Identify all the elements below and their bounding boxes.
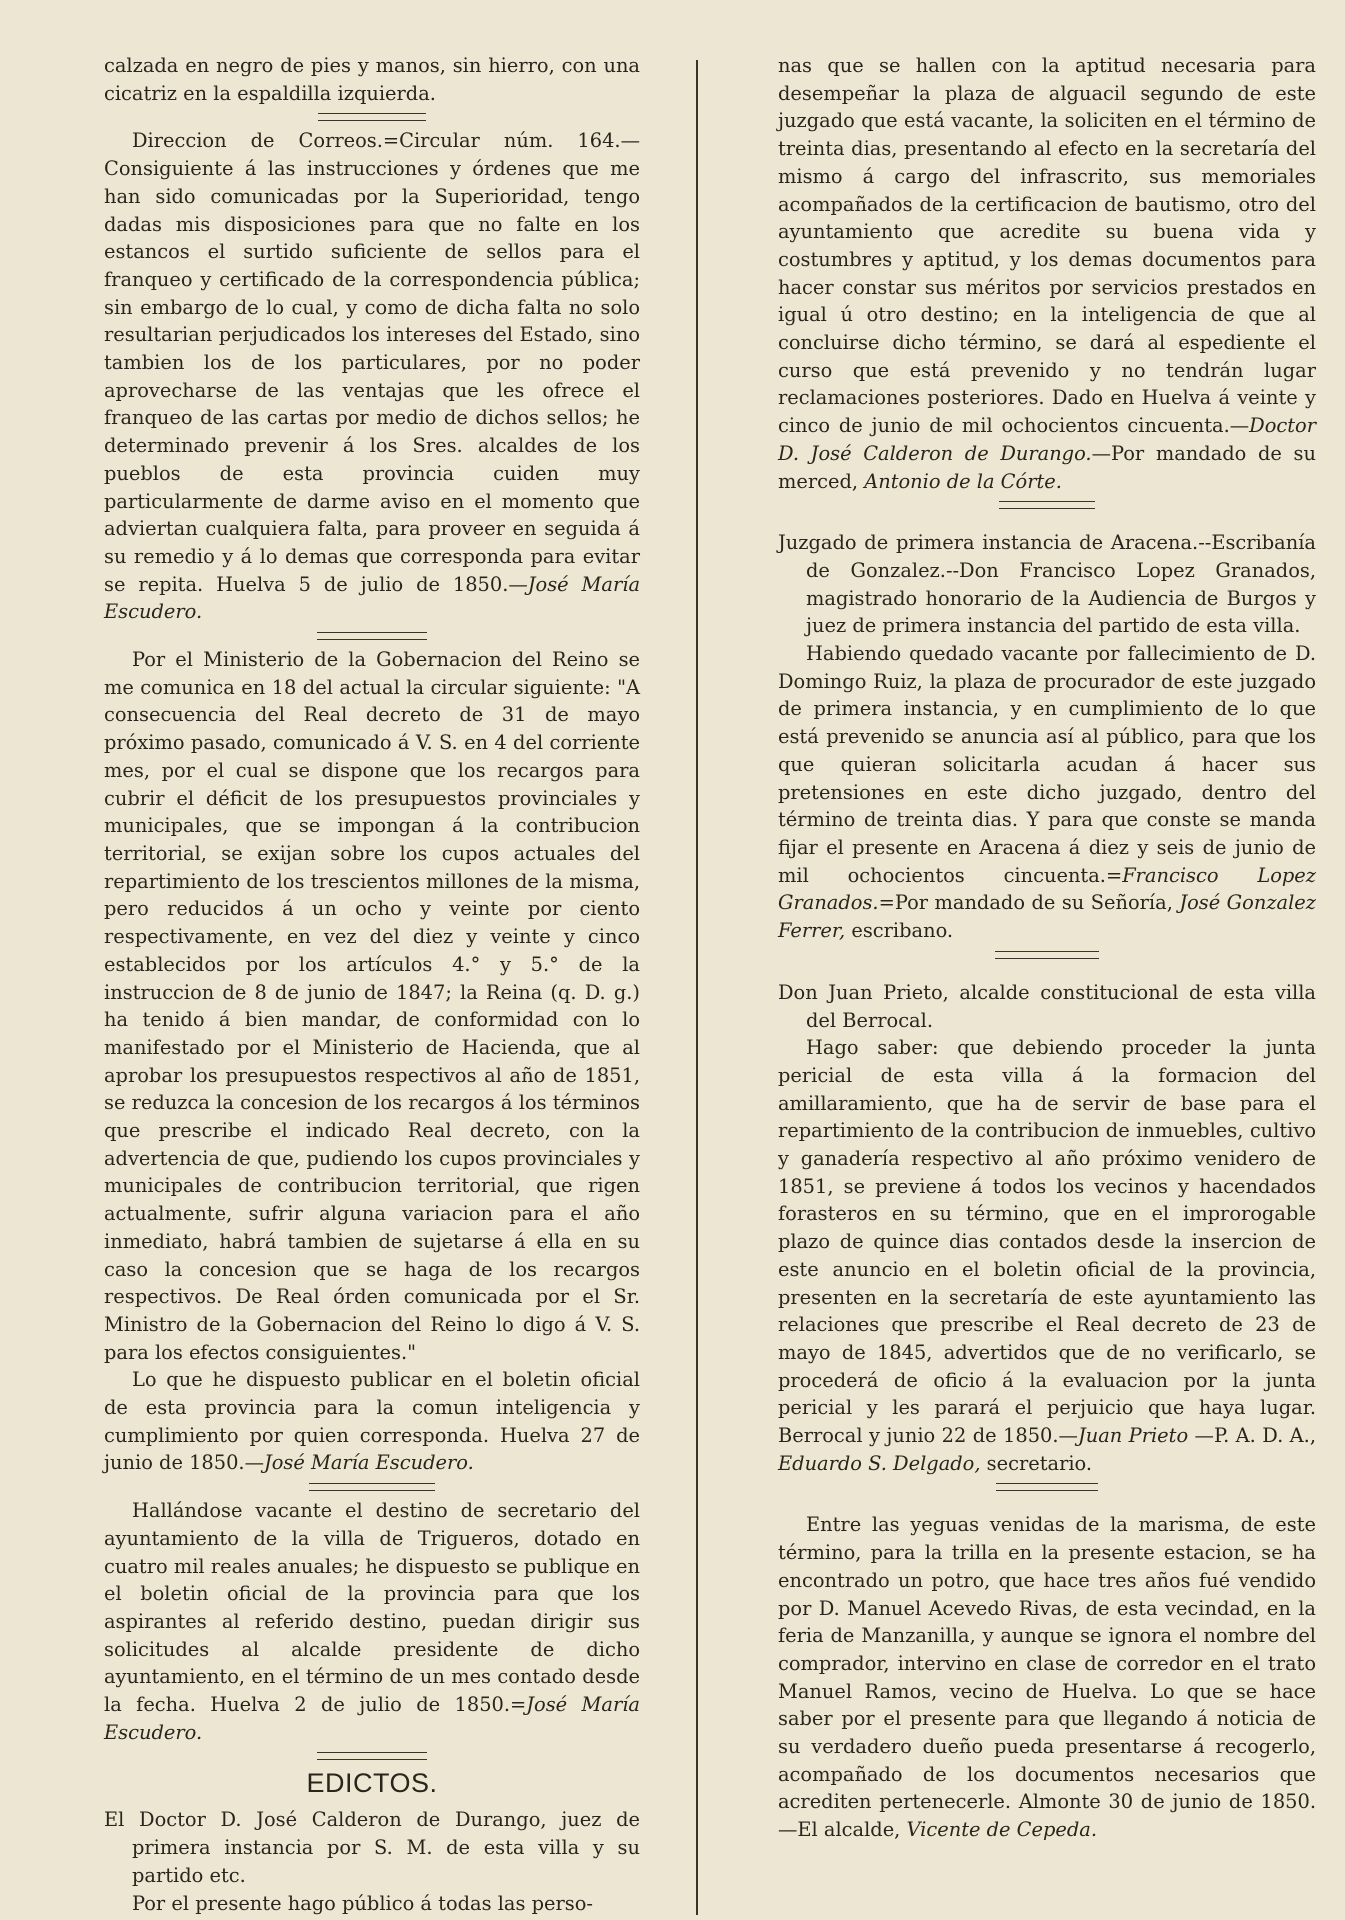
section-divider <box>995 951 1099 959</box>
edict-header: El Doctor D. José Calderon de Durango, juez de primera instancia por S. M. de esta villa y su partido etc. <box>104 1808 640 1887</box>
almonte-foal-notice <box>778 1511 1316 1843</box>
section-divider <box>317 632 427 640</box>
section-divider <box>996 1483 1098 1491</box>
alguacil-edict-clerk-signature: Antonio de la Córte. <box>864 469 1062 493</box>
berrocal-mayor-signature: Juan Prieto <box>1077 1424 1189 1448</box>
correos-circular-text: Direccion de Correos.=Circular núm. 164.—Consiguiente á las instrucciones y órdenes que me han sido comunicadas por la Superioridad, tengo dadas mis disposiciones para que no falte en los estancos el surtido suficiente de sellos para el franqueo y certificado de la correspondencia pública; sin embargo de lo cual, y como de dicha falta no solo resultarian perjudicados los intereses del Estado, sino tambien los de los particulares, por no poder aprovecharse de las ventajas que les ofrece el franqueo de las cartas por medio de dichos sellos; he determinado prevenir á los Sres. alcaldes de los pueblos de esta provincia cuiden muy particularmente de darme aviso en el momento que adviertan cualquiera falta, para proveer en seguida á su remedio y á lo demas que corresponda para evitar se repita. Huelva 5 de julio de 1850.— <box>104 129 640 596</box>
aracena-clerk-title: escribano. <box>845 919 954 943</box>
section-divider <box>317 1752 427 1760</box>
berrocal-notice <box>778 1034 1316 1477</box>
alguacil-edict <box>778 52 1316 495</box>
alguacil-edict-mandate: —Por mandado de su merced, <box>778 441 1316 493</box>
berrocal-notice-text: Hago saber: que debiendo proceder la junta pericial de esta villa á la formacion del amillaramiento, que ha de servir de base para el repartimiento de la contribucion de inmuebles, cultivo y ganadería respectivo al año próximo venidero de 1851, se previene á todos los vecinos y hacendados forasteros en su término, que en el improrogable plazo de quince dias contados desde la insercion de este anuncio en el boletin oficial de la provincia, presenten en la secretaría de este ayuntamiento las relaciones que prescribe el Real decreto de 23 de mayo de 1845, advertidos que de no verificarlo, se procederá de oficio á la evaluacion por la junta pericial y les parará el perjuicio que haya lugar. Berrocal y junio 22 de 1850.— <box>778 1036 1316 1448</box>
gobernacion-publication-text: Lo que he dispuesto publicar en el boletin oficial de esta provincia para la comun inteligencia y cumplimiento por quien corresponda. Huelva 27 de junio de 1850.— <box>104 1368 640 1475</box>
berrocal-secretary-title: secretario. <box>980 1451 1093 1475</box>
aracena-court-header: Juzgado de primera instancia de Aracena.--Escribanía de Gonzalez.--Don Francisco Lopez Granados, magistrado honorario de la Audiencia de Burgos y juez de primera instancia del partido de esta villa. <box>778 531 1316 638</box>
section-divider <box>318 113 426 121</box>
aracena-procurador-text: Habiendo quedado vacante por fallecimiento de D. Domingo Ruiz, la plaza de procurador de este juzgado de primera instancia, y en cumplimiento de lo que está prevenido se anuncia así al público, para que los que quieran solicitarla acudan á hacer sus pretensiones en este dicho juzgado, dentro del término de treinta dias. Y para que conste se manda fijar el presente en Aracena á diez y seis de junio de mil ochocientos cincuenta.= <box>778 642 1316 887</box>
right-column <box>778 52 1316 1902</box>
alguacil-edict-judge-signature: Doctor D. José Calderon de Durango. <box>778 414 1316 465</box>
trigueros-vacancy <box>104 1497 640 1746</box>
section-divider <box>309 1483 435 1491</box>
gobernacion-circular: Por el Ministerio de la Gobernacion del Reino se me comunica en 18 del actual la circular siguiente: "A consecuencia del Real decreto de 31 de mayo próximo pasado, comunicado á V. S. en 4 del corriente mes, por el cual se dispone que los recargos para cubrir el déficit de los presupuestos provinciales y municipales, que se impongan á la contribucion territorial, se exijan sobre los cupos actuales del repartimiento de los trescientos millones de la misma, pero reducidos á un ocho y veinte por ciento respectivamente, en vez del diez y veinte y cinco establecidos por los artículos 4.° y 5.° de la instruccion de 8 de junio de 1847; la Reina (q. D. g.) ha tenido á bien mandar, de conformidad con lo manifestado por el Ministerio de Hacienda, que al aprobar los presupuestos respectivos al año de 1851, se reduzca la concesion de los recargos á los términos que prescribe el indicado Real decreto, con la advertencia de que, pudiendo los cupos provinciales y municipales de contribucion territorial, que rigen actualmente, sufrir alguna variacion para el año inmediato, habrá tambien de sujetarse á ella en su caso la concesion que se haga de los recargos respectivos. De Real órden comunicada por el Sr. Ministro de la Gobernacion del Reino lo digo á V. S. para los efectos consiguientes." <box>104 648 640 1364</box>
correos-circular-signature: José María Escudero. <box>104 572 640 624</box>
trigueros-vacancy-signature: José María Escudero. <box>104 1693 640 1744</box>
aracena-mandate: =Por mandado de su Señoría, <box>878 891 1180 915</box>
section-divider <box>999 501 1095 509</box>
almonte-foal-notice-text: Entre las yeguas venidas de la marisma, de este término, para la trilla en la presente estacion, se ha encontrado un potro, que hace tres años fué vendido por D. Manuel Acevedo Rivas, de esta vecindad, en la feria de Manzanilla, y aunque se ignora el nombre del comprador, intervino en clase de corredor en el trato Manuel Ramos, vecino de Huelva. Lo que se hace saber por el presente para que llegando á noticia de su verdadero dueño pueda presentarse á recogerlo, acompañado de los documentos necesarios que acrediten pertenecerle. Almonte 30 de junio de 1850.—El alcalde, <box>778 1513 1316 1842</box>
alguacil-edict-text: nas que se hallen con la aptitud necesaria para desempeñar la plaza de alguacil segundo de este juzgado que está vacante, la soliciten en el término de treinta dias, presentando al efecto en la secretaría del mismo á cargo del infrascrito, sus memoriales acompañados de la certificacion de bautismo, otro del ayuntamiento que acredite su buena vida y costumbres y aptitud, y los demas documentos para hacer constar sus méritos por servicios prestados en igual ú otro destino; en la inteligencia de que al concluirse dicho término, se dará al espediente el curso que está prevenido y no tendrán lugar reclamaciones posteriores. Dado en Huelva á veinte y cinco de junio de mil ochocientos cincuenta.— <box>778 54 1316 438</box>
aracena-judge-signature: Francisco Lopez Granados. <box>778 863 1316 915</box>
berrocal-secretary-signature: Eduardo S. Delgado, <box>778 1451 981 1475</box>
berrocal-header: Don Juan Prieto, alcalde constitucional de esta villa del Berrocal. <box>778 980 1316 1032</box>
column-rule <box>696 60 698 1915</box>
aracena-clerk-signature: José Gonzalez Ferrer, <box>778 891 1316 943</box>
almonte-mayor-signature: Vicente de Cepeda. <box>906 1818 1098 1842</box>
gobernacion-publication-signature: José María Escudero. <box>263 1451 474 1475</box>
berrocal-mandate: —P. A. D. A., <box>1188 1424 1317 1448</box>
trigueros-vacancy-text: Hallándose vacante el destino de secretario del ayuntamiento de la villa de Trigueros, dotado en cuatro mil reales anuales; he dispuesto se publique en el boletin oficial de la provincia para que los aspirantes al referido destino, puedan dirigir sus solicitudes al alcalde presidente de dicho ayuntamiento, en el término de un mes contado desde la fecha. Huelva 2 de julio de 1850.= <box>104 1499 640 1717</box>
edict-opening: Por el presente hago público á todas las perso- <box>132 1891 593 1915</box>
aracena-procurador-edict <box>778 640 1316 945</box>
continued-paragraph: calzada en negro de pies y manos, sin hierro, con una cicatriz en la espaldilla izquierda. <box>104 54 640 105</box>
edictos-heading: EDICTOS. <box>306 1768 438 1799</box>
correos-circular <box>104 127 640 626</box>
left-column <box>104 52 640 1915</box>
gobernacion-publication <box>104 1366 640 1477</box>
